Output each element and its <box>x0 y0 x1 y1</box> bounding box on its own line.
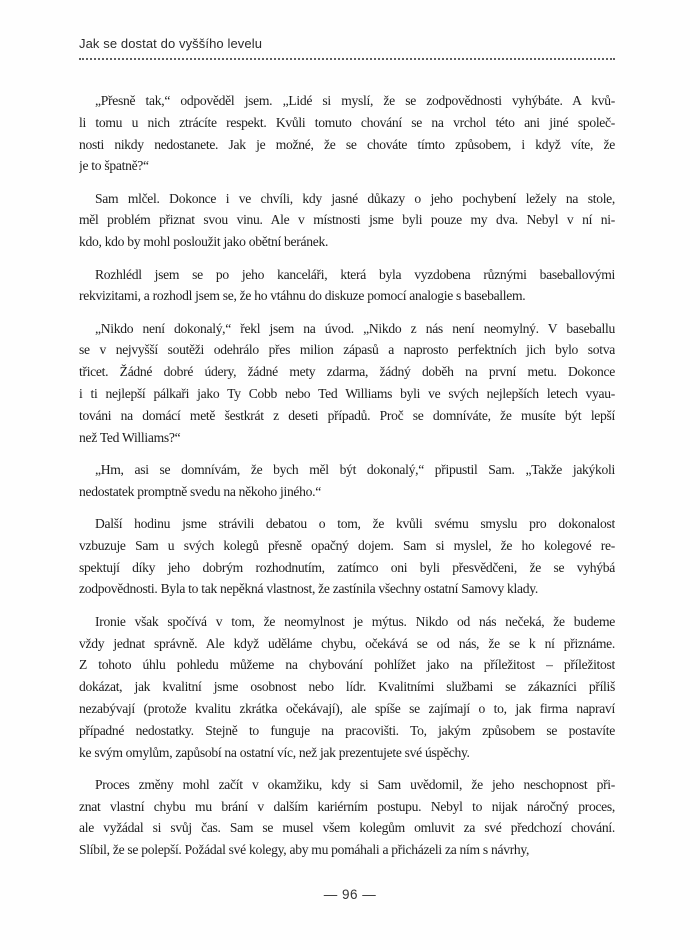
text-line: ke svým omylům, zapůsobí na ostatní víc, než jak prezentujete své úspěchy. <box>79 744 470 760</box>
chapter-title: Jak se dostat do vyššího levelu <box>79 36 263 51</box>
text-line: „Přesně tak,“ odpověděl jsem. „Lidé si myslí, že se zodpovědnosti vyhýbáte. A kvů- <box>95 93 615 108</box>
text-line: případné nedostatky. Stejně to funguje na pracovišti. To, jakým způsobem se postavíte <box>79 722 615 738</box>
text-line: zodpovědnosti. Byla to tak nepěkná vlastnost, že zastínila všechny ostatní Samovy klady. <box>79 581 538 597</box>
text-line: než Ted Williams?“ <box>79 429 181 445</box>
text-line: Ironie však spočívá v tom, že neomylnost je mýtus. Nikdo od nás nečeká, že budeme <box>95 613 615 629</box>
text-line: továni na domácí metě šestkrát z deseti případů. Proč se domníváte, že musíte být lepší <box>79 407 615 423</box>
text-line: měl problém přiznat svou vinu. Ale v místnosti jsme byli pouze my dva. Nebyl v ní ni- <box>79 212 615 228</box>
text-line: „Hm, asi se domnívám, že bych měl být dokonalý,“ připustil Sam. „Takže jakýkoli <box>95 461 615 477</box>
text-line: vzbuzuje Sam u svých kolegů přesně opačný dojem. Sam si myslel, že ho kolegové re- <box>79 537 615 553</box>
text-line: vždy jednat správně. Ale když uděláme chybu, očekává se od nás, že se k ní přiznáme. <box>79 635 615 651</box>
text-line: rekvizitami, a rozhodl jsem se, že ho vtáhnu do diskuze pomocí analogie s baseballem. <box>79 288 526 304</box>
text-line: dokázat, jak kvalitní jsme osobnost nebo lídr. Kvalitními službami se zákazníci příliš <box>79 679 615 695</box>
paragraph <box>79 90 615 177</box>
paragraph <box>79 611 615 764</box>
text-line: Další hodinu jsme strávili debatou o tom, že kvůli svému smyslu pro dokonalost <box>95 516 615 532</box>
text-line: li tomu u nich ztrácíte respekt. Kvůli tomuto chování se na vrchol této ani jiné společ- <box>79 114 615 130</box>
paragraph <box>79 264 615 308</box>
text-line: Z tohoto úhlu pohledu můžeme na chybování pohlížet jako na příležitost – příležitost <box>79 657 615 673</box>
text-line: spektují díky jeho dobrým rozhodnutím, zatímco oni byli přesvědčeni, že se vyhýbá <box>79 559 615 575</box>
paragraph <box>79 188 615 253</box>
text-line: Rozhlédl jsem se po jeho kanceláři, která byla vyzdobena různými baseballovými <box>95 266 615 282</box>
paragraph <box>79 513 615 600</box>
text-line: kdo, kdo by mohl posloužit jako obětní beránek. <box>79 234 329 250</box>
content-column <box>79 0 615 872</box>
text-line: „Nikdo není dokonalý,“ řekl jsem na úvod. „Nikdo z nás není neomylný. V baseballu <box>95 320 615 336</box>
page-footer <box>0 887 700 902</box>
text-line: nosti nikdy nedostanete. Jak je možné, že se chováte tímto způsobem, i když víte, že <box>79 136 615 152</box>
text-line: nezabývají (protože kvalitu zkrátka očekávají), ale spíše se zajímají o to, jak firma napraví <box>79 700 615 716</box>
text-line: Proces změny mohl začít v okamžiku, kdy si Sam uvědomil, že jeho neschopnost při- <box>95 776 615 792</box>
text-line: i ti nejlepší pálkaři jako Ty Cobb nebo Ted Williams byli ve svých nejlepších letech vyau- <box>79 386 615 402</box>
running-header <box>79 36 615 60</box>
text-line: Slíbil, že se polepší. Požádal své kolegy, aby mu pomáhali a přicházeli za ním s návrhy, <box>79 842 530 858</box>
paragraph <box>79 318 615 449</box>
paragraph <box>79 774 615 861</box>
text-line: znat vlastní chybu mu brání v dalším kariérním postupu. Nebyl to nijak náročný proces, <box>79 798 615 814</box>
text-line: se v nejvyšší soutěži odehrálo přes milion zápasů a naprosto perfektních jich bylo sotva <box>79 342 615 358</box>
text-line: nedostatek promptně svedu na někoho jiného.“ <box>79 483 321 499</box>
paragraph <box>79 459 615 503</box>
text-line: ale vyžádal si svůj čas. Sam se musel všem kolegům omluvit za své předchozí chování. <box>79 820 615 836</box>
text-block <box>79 90 615 861</box>
page-number: — 96 — <box>323 887 377 902</box>
text-line: je to špatně?“ <box>79 158 149 174</box>
text-line: Sam mlčel. Dokonce i ve chvíli, kdy jasné důkazy o jeho pochybení ležely na stole, <box>95 190 615 206</box>
text-line: třicet. Žádné dobré údery, žádné mety zdarma, žádný doběh na první metu. Dokonce <box>79 364 615 380</box>
